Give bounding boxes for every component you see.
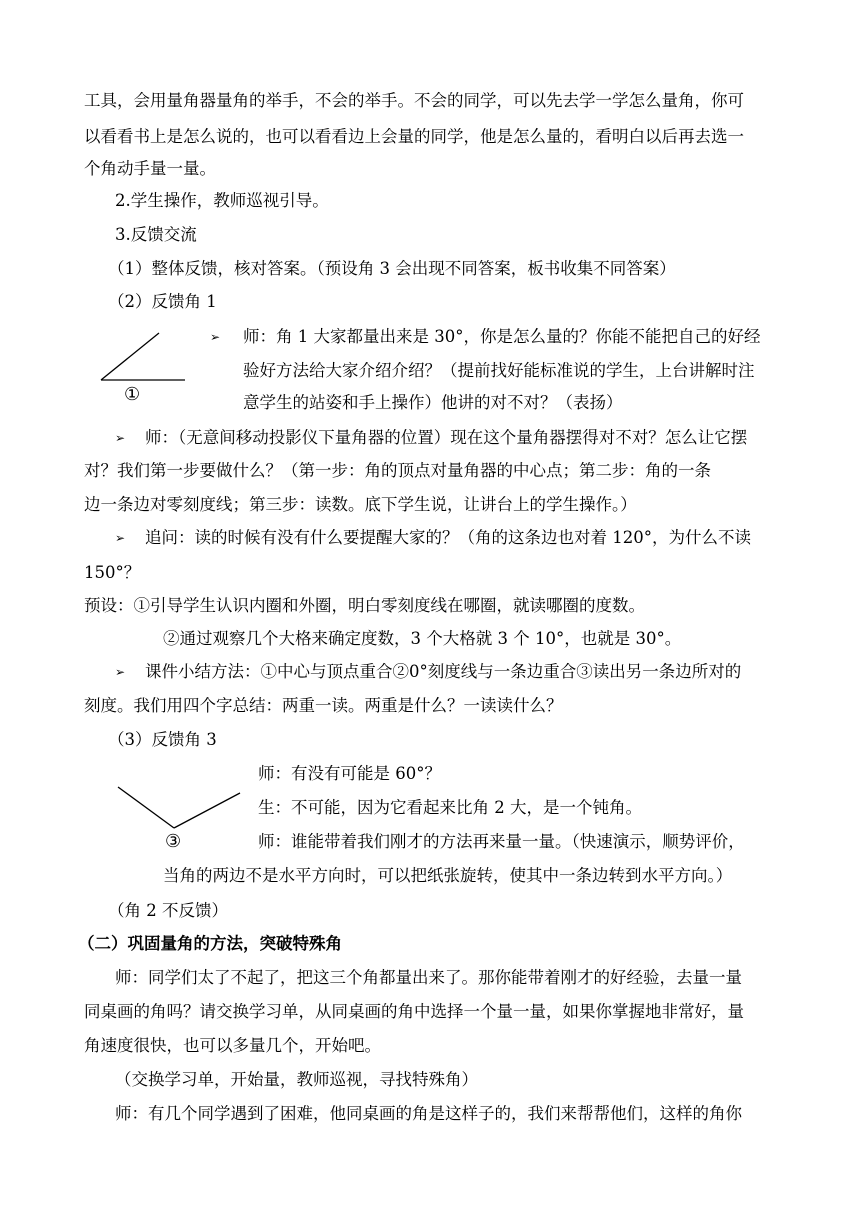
paragraph-line: 2.学生操作，教师巡视引导。 <box>115 191 329 210</box>
paragraph-line: （1）整体反馈，核对答案。（预设角 3 会出现不同答案，板书收集不同答案） <box>108 259 676 278</box>
paragraph-line: 课件小结方法：①中心与顶点重合②0°刻度线与一条边重合③读出另一条边所对的 <box>145 662 742 681</box>
bullet-arrow-icon: ➢ <box>115 665 126 679</box>
paragraph-line: （角 2 不反馈） <box>108 901 228 920</box>
paragraph-line: （2）反馈角 1 <box>108 292 217 311</box>
paragraph-line: 当角的两边不是水平方向时，可以把纸张旋转，使其中一条边转到水平方向。） <box>163 866 733 885</box>
bullet-arrow-icon: ➢ <box>210 330 221 344</box>
paragraph-line: 边一条边对零刻度线；第三步：读数。底下学生说，让讲台上的学生操作。） <box>84 495 637 514</box>
paragraph-line: 师：有几个同学遇到了困难，他同桌画的角是这样子的，我们来帮帮他们，这样的角你 <box>115 1104 742 1123</box>
paragraph-line: 预设：①引导学生认识内圈和外圈，明白零刻度线在哪圈，就读哪圈的度数。 <box>84 596 645 615</box>
paragraph-line: 师：有没有可能是 60°？ <box>258 764 441 783</box>
paragraph-line: ②通过观察几个大格来确定度数，3 个大格就 3 个 10°，也就是 30°。 <box>163 629 682 648</box>
angle-3-figure <box>112 780 247 855</box>
paragraph-line: 以看看书上是怎么说的，也可以看看边上会量的同学，他是怎么量的，看明白以后再去选一 <box>84 127 744 146</box>
bullet-arrow-icon: ➢ <box>115 531 126 545</box>
paragraph-line: 角速度很快，也可以多量几个，开始吧。 <box>84 1036 381 1055</box>
paragraph-line: 3.反馈交流 <box>115 225 197 244</box>
paragraph-line: 工具，会用量角器量角的举手，不会的举手。不会的同学，可以先去学一学怎么量角，你可 <box>84 91 744 110</box>
angle-1-figure <box>95 330 195 405</box>
paragraph-line: 师：谁能带着我们刚才的方法再来量一量。（快速演示，顺势评价， <box>258 832 745 851</box>
paragraph-line: （3）反馈角 3 <box>108 730 217 749</box>
paragraph-line: 刻度。我们用四个字总结：两重一读。两重是什么？一读读什么？ <box>84 696 563 715</box>
paragraph-line: 150°？ <box>84 563 141 582</box>
angle-3-label: ③ <box>165 831 182 852</box>
paragraph-line: 生：不可能，因为它看起来比角 2 大，是一个钝角。 <box>258 798 642 817</box>
paragraph-line: 师：同学们太了不起了，把这三个角都量出来了。那你能带着刚才的好经验，去量一量 <box>115 968 742 987</box>
paragraph-line: 追问：读的时候有没有什么要提醒大家的？（角的这条边也对着 120°，为什么不读 <box>145 528 751 547</box>
bullet-arrow-icon: ➢ <box>115 431 126 445</box>
paragraph-line: 对？我们第一步要做什么？（第一步：角的顶点对量角器的中心点；第二步：角的一条 <box>84 461 711 480</box>
paragraph-line: 师：（无意间移动投影仪下量角器的位置）现在这个量角器摆得对不对？怎么让它摆 <box>145 428 748 447</box>
paragraph-line: 同桌画的角吗？请交换学习单，从同桌画的角中选择一个量一量，如果你掌握地非常好，量 <box>84 1002 744 1021</box>
paragraph-line: 意学生的站姿和手上操作）他讲的对不对？（表扬） <box>243 393 623 412</box>
paragraph-line: 验好方法给大家介绍介绍？（提前找好能标准说的学生，上台讲解时注 <box>243 361 755 380</box>
paragraph-line: 师：角 1 大家都量出来是 30°，你是怎么量的？你能不能把自己的好经 <box>243 327 761 346</box>
angle-1-label: ① <box>124 384 141 405</box>
section-heading: （二）巩固量角的方法，突破特殊角 <box>78 934 342 953</box>
paragraph-line: 个角动手量一量。 <box>84 159 216 178</box>
paragraph-line: （交换学习单，开始量，教师巡视，寻找特殊角） <box>115 1070 478 1089</box>
